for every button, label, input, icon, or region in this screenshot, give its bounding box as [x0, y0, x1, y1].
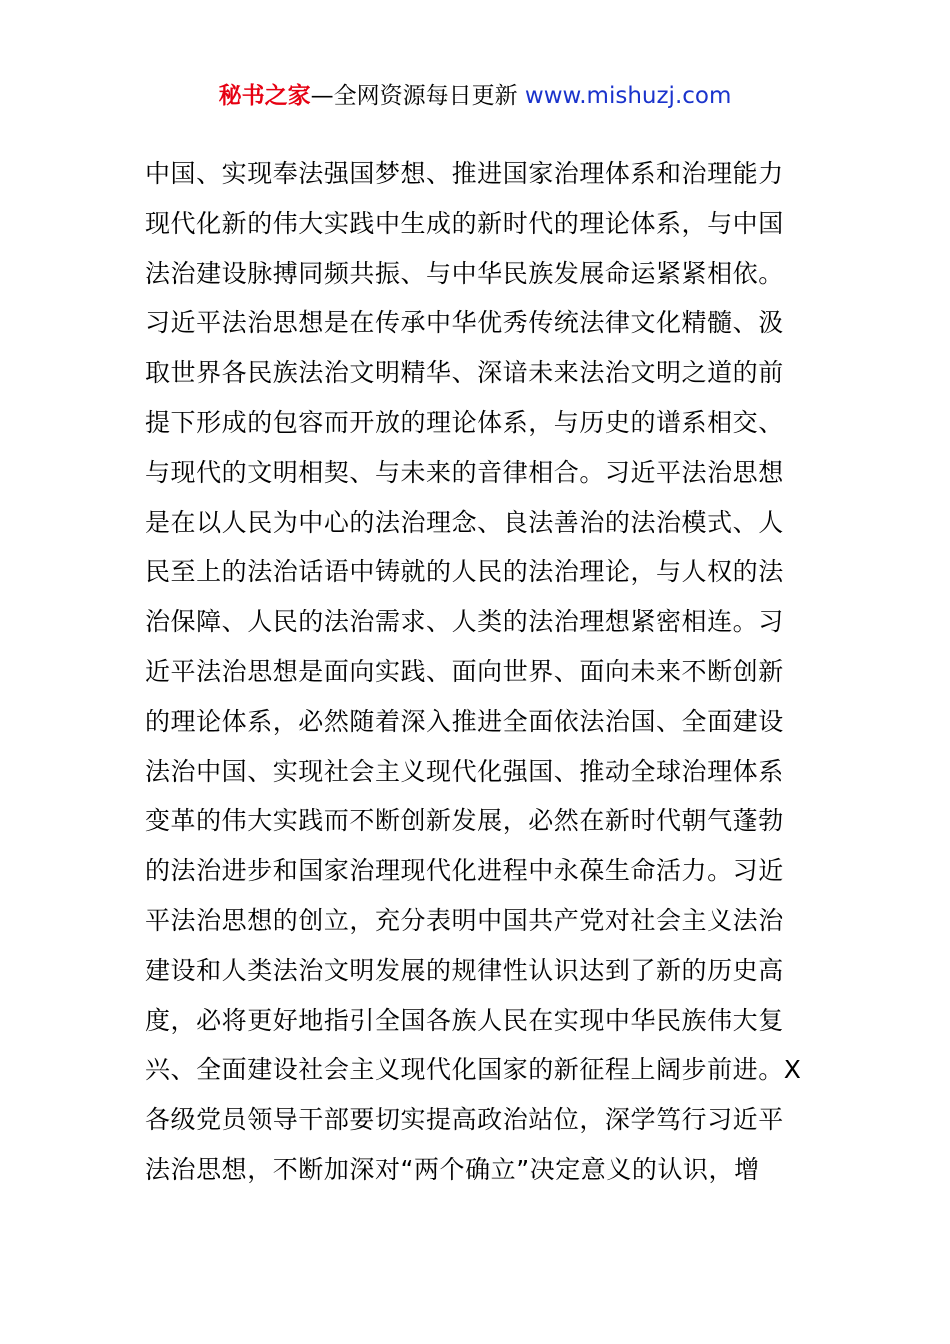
text-line: 是在以人民为中心的法治理念、良法善治的法治模式、人	[145, 507, 784, 537]
body-text	[145, 149, 815, 1195]
text-line: 习近平法治思想是在传承中华优秀传统法律文化精髓、汲	[145, 308, 784, 338]
text-line: 的法治进步和国家治理现代化进程中永葆生命活力。习近	[145, 856, 784, 886]
text-line: 取世界各民族法治文明精华、深谙未来法治文明之道的前	[145, 358, 784, 388]
text-line: 建设和人类法治文明发展的规律性认识达到了新的历史高	[145, 955, 784, 985]
text-line: 平法治思想的创立，充分表明中国共产党对社会主义法治	[145, 905, 784, 935]
header-tagline: —全网资源每日更新	[310, 83, 518, 109]
page-header	[0, 80, 950, 112]
site-url[interactable]: www.mishuzj.com	[524, 83, 732, 109]
brand-name: 秘书之家	[218, 83, 311, 109]
text-line: 法治建设脉搏同频共振、与中华民族发展命运紧紧相依。	[145, 258, 784, 288]
text-line: 与现代的文明相契、与未来的音律相合。习近平法治思想	[145, 457, 784, 487]
text-line: 的理论体系，必然随着深入推进全面依法治国、全面建设	[145, 706, 784, 736]
text-line: 兴、全面建设社会主义现代化国家的新征程上阔步前进。X	[145, 1055, 802, 1085]
text-line: 法治中国、实现社会主义现代化强国、推动全球治理体系	[145, 756, 784, 786]
text-line: 法治思想，不断加深对“两个确立”决定意义的认识，增	[145, 1154, 760, 1184]
text-line: 治保障、人民的法治需求、人类的法治理想紧密相连。习	[145, 607, 784, 637]
text-line: 近平法治思想是面向实践、面向世界、面向未来不断创新	[145, 656, 784, 686]
text-line: 现代化新的伟大实践中生成的新时代的理论体系，与中国	[145, 208, 784, 238]
text-line: 提下形成的包容而开放的理论体系，与历史的谱系相交、	[145, 407, 784, 437]
text-line: 变革的伟大实践而不断创新发展，必然在新时代朝气蓬勃	[145, 806, 784, 836]
text-line: 民至上的法治话语中铸就的人民的法治理论，与人权的法	[145, 557, 784, 587]
text-line: 各级党员领导干部要切实提高政治站位，深学笃行习近平	[145, 1105, 784, 1135]
text-line: 中国、实现奉法强国梦想、推进国家治理体系和治理能力	[145, 159, 784, 188]
text-line: 度，必将更好地指引全国各族人民在实现中华民族伟大复	[145, 1005, 784, 1035]
